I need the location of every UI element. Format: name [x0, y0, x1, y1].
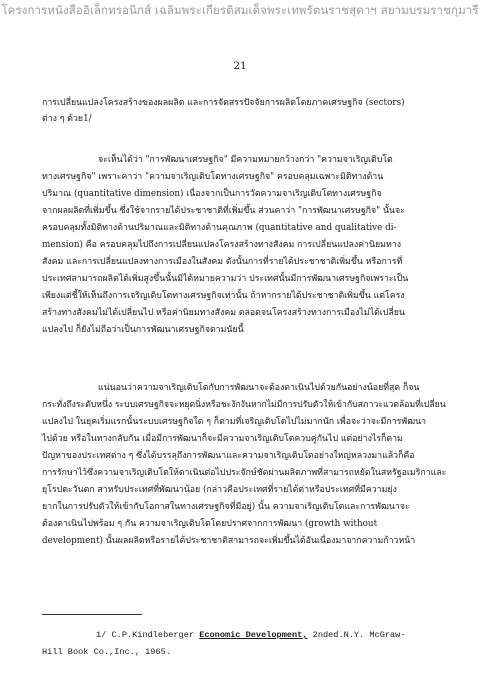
footnote-line-2: Hill Book Co.,Inc., 1965.: [42, 647, 171, 657]
paragraph-line: ประเทศสามารถผลิตได้เพิ่มสูงขึ้นนั้นมิได้หมายความว่า ประเทศนั้นมีการพัฒนาเศรษฐกิจเพราะเป็น: [42, 274, 409, 284]
paragraph-line: จะเห็นได้ว่า "การพัฒนาเศรษฐกิจ" มีความหมายกว้างกว่า "ความจาเริญเติบโต: [98, 155, 393, 165]
paragraph-line: ครอบคลุมทั้งมิติทางด้านปริมาณและมิติทางด้านคุณภาพ (quantitative and qualitative di-: [42, 223, 397, 233]
paragraph-line: ไปด้วย หรือในทางกลับกัน เมื่อมีการพัฒนาก็จะมีความจาเริญเติบโตควบคู่กันไป แต่อย่างไรก็ตาม: [42, 434, 403, 444]
intro-line: ต่าง ๆ ด้วย1/: [42, 114, 92, 124]
paragraph-line: แน่นอนว่าความจาเริญเติบโตกับการพัฒนาจะต้องดาเนินไปด้วยกันอย่างน้อยที่สุด ก็จน: [98, 383, 420, 393]
paragraph-line: ต้องดาเนินไปพร้อม ๆ กัน ความจาเริญเติบโตโดยปราศจากการพัฒนา (growth without: [42, 519, 378, 529]
footnote-marker: 1/: [96, 630, 107, 640]
paragraph-line: ยากในการปรับตัวให้เข้ากับโอกาสในทางเศรษฐกิจที่มีอยู่) นั้น ความจาเริญเติบโตและการพัฒนาจะ: [42, 502, 410, 512]
paragraph-line: สร้างทางสังคมไม่ได้เปลี่ยนไป หรือค่านิยมทางสังคม ตลอดจนโครงสร้างทางการเมืองไม่ได้เปลี่ยน: [42, 308, 405, 318]
running-header: โครงการหนังสืออิเล็กทรอนิกส์ เฉลิมพระเกียรติสมเด็จพระเทพรัตนราชสุดาฯ สยามบรมราชกุมารี: [1, 3, 479, 17]
intro-line: การเปลี่ยนแปลงโครงสร้างของผลผลิต และการจัดสรรปัจจัยการผลิตโดยภาคเศรษฐกิจ (sectors): [42, 98, 405, 108]
paragraph-line: การรักษาไว้ซึ่งความจาเริญเติบโตให้ดาเนินต่อไปประจักษ์ชัดผ่านผลิตภาพที่สามารถหยัดในสหรัฐอเมริกาและ: [42, 468, 447, 478]
paragraph-line: development) นั้นผลผลิตหรือรายได้ประชาชาติสามารถจะเพิ่มขึ้นได้อันเนื่องมาจากความก้าวหน้า: [42, 536, 416, 546]
footnote-edition: 2nded.N.Y. McGraw-: [312, 630, 406, 640]
paragraph-line: mension) คือ ครอบคลุมไปถึงการเปลี่ยนแปลงโครงสร้างทางสังคม การเปลี่ยนแปลงค่านิยมทาง: [42, 240, 401, 250]
paragraph-line: เพียงแต่ชี้ให้เห็นถึงการเจริญเติบโตทางเศรษฐกิจเท่านั้น ถ้าหากรายได้ประชาชาติเพิ่มขึ้น แต่โครง: [42, 291, 405, 301]
paragraph-line: จากผลผลิตที่เพิ่มขึ้น ซึ่งใช้จากรายได้ประชาชาติที่เพิ่มขึ้น ส่วนคาว่า "การพัฒนาเศรษฐกิจ" นั้นจะ: [42, 206, 405, 216]
footnote-divider: [42, 614, 142, 615]
page-number: 21: [233, 60, 247, 72]
paragraph-line: แปลงไป ในยุคเริ่มแรกนั้นระบบเศรษฐกิจใด ๆ ก็ตามที่เจริญเติบโตไปไม่มากนัก เพื่อจะว่าจะมีการพัฒนา: [42, 417, 427, 427]
paragraph-line: กระทั่งถึงระดับหนึ่ง ระบบเศรษฐกิจจะหยุดนิ่งหรือชะงักงันหากไม่มีการปรับตัวให้เข้ากับสภาวะแวดล้อมที่เปลี่ยน: [42, 400, 446, 410]
paragraph-line: ทางเศรษฐกิจ" เพราะคาว่า "ความจาเริญเติบโตทางเศรษฐกิจ" ครอบคลุมเฉพาะมิติทางด้าน: [42, 172, 384, 182]
paragraph-line: แปลงไป ก็ยังไม่ถือว่าเป็นการพัฒนาเศรษฐกิจตามนัยนี้: [42, 325, 244, 335]
paragraph-line: ปริมาณ (quantitative dimension) เนื่องจากเป็นการวัดความจาเริญเติบโตทางเศรษฐกิจ: [42, 189, 382, 199]
paragraph-line: ปัญหาของประเทศต่าง ๆ ซึ่งได้บรรลุถึงการพัฒนาและความจาเริญเติบโตอย่างใหญ่หลวงมาแล้วก็คือ: [42, 451, 415, 461]
paragraph-line: ยุโรปตะวันตก สาหรับประเทศที่พัฒนาน้อย (กล่าวคือประเทศที่รายได้ต่าหรือประเทศที่มีความยุ่ง: [42, 485, 397, 495]
paragraph-line: สังคม และการเปลี่ยนแปลงทางการเมืองในสังคม ดังนั้นการที่รายได้ประชาชาติเพิ่มขึ้น หรือการที่: [42, 257, 403, 267]
footnote-book-title: Economic Development,: [199, 630, 308, 640]
footnote-author: C.P.Kindleberger: [111, 630, 195, 640]
